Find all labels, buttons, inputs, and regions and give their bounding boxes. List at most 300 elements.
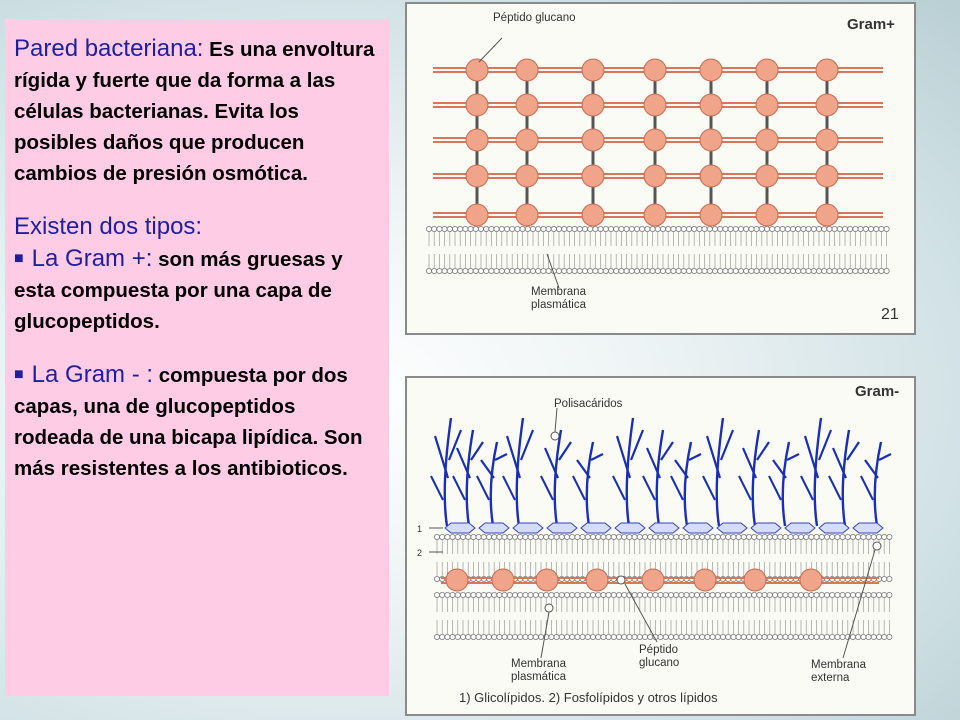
lipid-head (476, 634, 481, 639)
lipid-head (440, 634, 445, 639)
lipid-head (632, 534, 637, 539)
gram-negative-item (14, 359, 379, 484)
peptide-node (756, 59, 778, 81)
lipid-head (827, 268, 832, 273)
lipid-head (554, 534, 559, 539)
glycolipid (717, 523, 747, 533)
lipid-head (830, 534, 835, 539)
peptide-node (756, 204, 778, 226)
lipid-head (653, 592, 658, 597)
lipid-head (752, 592, 757, 597)
lipid-head (504, 268, 509, 273)
lipid-head (590, 634, 595, 639)
lipid-head (455, 592, 460, 597)
lipid-head (679, 592, 684, 597)
lipid-head (590, 534, 595, 539)
lipid-head (778, 592, 783, 597)
lipid-head (666, 226, 671, 231)
lipid-head (447, 226, 452, 231)
lipid-head (686, 268, 691, 273)
lipid-head (796, 268, 801, 273)
lipid-head (580, 592, 585, 597)
lipid-head (819, 534, 824, 539)
membrane-label: Membrana plasmática (531, 286, 586, 311)
lipid-head (702, 268, 707, 273)
lipid-head (551, 226, 556, 231)
lipid-head (744, 226, 749, 231)
lipid-head (596, 592, 601, 597)
lipid-head (879, 268, 884, 273)
lipid-head (874, 226, 879, 231)
lipid-head (575, 534, 580, 539)
lipid-head (432, 226, 437, 231)
peptide-node (466, 94, 488, 116)
lipid-head (489, 268, 494, 273)
lipid-head (770, 268, 775, 273)
lipid-head (481, 534, 486, 539)
branch-twig (801, 476, 813, 500)
wall-description (14, 33, 379, 189)
lipid-head (715, 534, 720, 539)
peptide-node (516, 59, 538, 81)
lipid-head (562, 268, 567, 273)
lipid-head (871, 534, 876, 539)
lipid-head (887, 592, 892, 597)
lipid-head (850, 634, 855, 639)
lipid-head (816, 268, 821, 273)
lipid-head (692, 226, 697, 231)
lipid-head (523, 634, 528, 639)
lipid-head (676, 226, 681, 231)
lipid-head (718, 226, 723, 231)
lipid-head (658, 592, 663, 597)
lipid-head (772, 534, 777, 539)
lipid-head (674, 592, 679, 597)
lipid-head (445, 634, 450, 639)
lipid-head (478, 268, 483, 273)
branch-twig (559, 442, 571, 460)
lipid-head (731, 634, 736, 639)
lipid-head (726, 592, 731, 597)
lipid-head (622, 592, 627, 597)
lipid-head (710, 634, 715, 639)
lipid-head (458, 268, 463, 273)
lipid-head (689, 534, 694, 539)
lipid-head (458, 226, 463, 231)
lipid-head (468, 226, 473, 231)
polysaccharide-branch (643, 430, 673, 526)
lipid-head (884, 268, 889, 273)
lipid-head (684, 534, 689, 539)
lipid-head (715, 592, 720, 597)
lipid-head (650, 226, 655, 231)
lipid-head (848, 268, 853, 273)
lipid-head (658, 634, 663, 639)
peptidoglycan-label: Péptido glucano (639, 644, 680, 669)
lipid-head (507, 534, 512, 539)
lipid-head (450, 592, 455, 597)
polysaccharide-branch (769, 442, 799, 526)
peptide-node (700, 204, 722, 226)
lipid-head (866, 534, 871, 539)
lipid-head (778, 534, 783, 539)
lipid-head (640, 226, 645, 231)
lipid-head (603, 226, 608, 231)
peptide-node (492, 569, 514, 591)
lipid-head (608, 268, 613, 273)
lipid-head (564, 592, 569, 597)
peptide-node (644, 165, 666, 187)
lipid-head (824, 534, 829, 539)
peptide-node (700, 165, 722, 187)
glycolipid (853, 523, 883, 533)
peptide-node (644, 94, 666, 116)
branch-stem (587, 442, 593, 526)
lipid-head (884, 226, 889, 231)
peptide-node (516, 204, 538, 226)
lipid-head (603, 268, 608, 273)
lipid-head (835, 634, 840, 639)
lipid-head (832, 226, 837, 231)
branch-twig (453, 476, 465, 500)
lipid-head (556, 268, 561, 273)
branch-twig (573, 476, 585, 500)
peptide-node (800, 569, 822, 591)
lipid-head (871, 592, 876, 597)
lipid-head (879, 226, 884, 231)
lipid-head (596, 634, 601, 639)
lipid-head (728, 226, 733, 231)
branch-twig (477, 476, 489, 500)
polysaccharide-branch (613, 418, 643, 526)
text-panel (5, 19, 389, 696)
lipid-head (726, 634, 731, 639)
lipid-head (650, 268, 655, 273)
lipid-head (528, 592, 533, 597)
lipid-head (882, 534, 887, 539)
lipid-head (572, 268, 577, 273)
lipid-head (538, 592, 543, 597)
lipid-head (749, 226, 754, 231)
polysaccharide-branch (573, 442, 603, 526)
lipid-head (785, 226, 790, 231)
lipid-head (720, 634, 725, 639)
lipid-head (715, 634, 720, 639)
lipid-head (736, 592, 741, 597)
lipid-head (796, 226, 801, 231)
lipid-head (868, 268, 873, 273)
peptide-node (466, 204, 488, 226)
lipid-head (554, 634, 559, 639)
lipid-head (632, 634, 637, 639)
lipid-head (502, 592, 507, 597)
lipid-head (775, 268, 780, 273)
lipid-head (874, 268, 879, 273)
lipid-head (536, 268, 541, 273)
lipid-head (541, 268, 546, 273)
lipid-head (842, 268, 847, 273)
marker-2: 2 (417, 548, 423, 558)
lipid-head (520, 268, 525, 273)
lipid-head (598, 268, 603, 273)
lipid-head (648, 592, 653, 597)
gram-positive-illustration (407, 4, 914, 333)
lipid-head (622, 634, 627, 639)
lipid-head (837, 268, 842, 273)
lipid-head (738, 268, 743, 273)
lipid-head (538, 534, 543, 539)
lipid-head (830, 592, 835, 597)
lipid-head (738, 226, 743, 231)
lipid-head (468, 268, 473, 273)
lipid-head (723, 268, 728, 273)
lipid-head (624, 268, 629, 273)
lipid-head (705, 634, 710, 639)
peptide-node (756, 165, 778, 187)
lipid-head (741, 534, 746, 539)
lipid-head (804, 634, 809, 639)
lipid-head (434, 634, 439, 639)
peptide-node (516, 165, 538, 187)
lipid-head (856, 534, 861, 539)
lipid-head (770, 226, 775, 231)
lipid-head (499, 268, 504, 273)
lipid-head (679, 534, 684, 539)
lipid-head (525, 268, 530, 273)
lipid-head (705, 592, 710, 597)
lipid-head (861, 634, 866, 639)
lipid-head (733, 226, 738, 231)
lipid-head (442, 268, 447, 273)
lipid-head (559, 534, 564, 539)
lipid-head (697, 226, 702, 231)
lipid-head (627, 534, 632, 539)
lipid-head (856, 592, 861, 597)
lipid-head (882, 634, 887, 639)
lipid-head (494, 226, 499, 231)
lipid-head (845, 534, 850, 539)
lipid-head (466, 592, 471, 597)
lipid-head (512, 634, 517, 639)
peptide-node (644, 204, 666, 226)
lipid-head (450, 534, 455, 539)
lipid-head (575, 634, 580, 639)
lipid-head (816, 226, 821, 231)
lipid-head (887, 634, 892, 639)
lipid-head (762, 634, 767, 639)
figure-number: 21 (881, 306, 899, 323)
branch-stem (491, 442, 497, 526)
lipid-head (762, 534, 767, 539)
lipid-head (556, 226, 561, 231)
lipid-head (814, 592, 819, 597)
lipid-head (629, 268, 634, 273)
lipid-head (637, 634, 642, 639)
branch-twig (591, 454, 603, 460)
lipid-head (876, 592, 881, 597)
types-heading: Existen dos tipos: (14, 213, 203, 240)
lipid-head (671, 226, 676, 231)
branch-twig (643, 476, 655, 500)
lipid-head (484, 226, 489, 231)
lipid-head (642, 634, 647, 639)
lipid-head (492, 592, 497, 597)
lipid-head (764, 226, 769, 231)
glycolipid (819, 523, 849, 533)
lipid-head (640, 268, 645, 273)
lipid-head (663, 534, 668, 539)
lipid-head (861, 534, 866, 539)
polysaccharide-branch (861, 442, 891, 526)
gram-positive-text: son más gruesas y esta compuesta por una capa de glucopeptidos. (14, 248, 343, 333)
lipid-head (811, 226, 816, 231)
polysaccharide-branch (503, 418, 533, 526)
lipid-head (856, 634, 861, 639)
lipid-head (629, 226, 634, 231)
branch-twig (721, 430, 733, 460)
lipid-head (466, 534, 471, 539)
lipid-head (798, 534, 803, 539)
lipid-head (840, 634, 845, 639)
lipid-head (538, 634, 543, 639)
lipid-head (842, 226, 847, 231)
lipid-head (700, 634, 705, 639)
lipid-head (707, 268, 712, 273)
lipid-head (570, 592, 575, 597)
lipid-head (530, 226, 535, 231)
peptide-node (694, 569, 716, 591)
peptide-node (582, 129, 604, 151)
lipid-head (426, 268, 431, 273)
branch-twig (613, 476, 625, 500)
peptide-node (516, 129, 538, 151)
lipid-head (567, 268, 572, 273)
gram-negative-label: La Gram - : (31, 361, 154, 388)
lipid-head (497, 634, 502, 639)
lipid-head (486, 592, 491, 597)
lipid-head (858, 268, 863, 273)
peptide-node (582, 204, 604, 226)
lipid-head (510, 226, 515, 231)
lipid-head (588, 268, 593, 273)
lipid-head (559, 592, 564, 597)
lipid-head (481, 634, 486, 639)
lipid-head (440, 592, 445, 597)
peptide-node (582, 165, 604, 187)
peptide-node (700, 94, 722, 116)
lipid-head (585, 634, 590, 639)
lipid-head (564, 634, 569, 639)
lipid-head (452, 226, 457, 231)
lipid-head (489, 226, 494, 231)
lipid-head (707, 226, 712, 231)
lipid-head (793, 592, 798, 597)
lipid-head (853, 268, 858, 273)
peptidoglycan-label: Péptido glucano (493, 12, 576, 24)
lipid-head (434, 576, 439, 581)
lipid-head (798, 634, 803, 639)
lipid-head (471, 592, 476, 597)
lipid-head (437, 268, 442, 273)
lipid-head (471, 634, 476, 639)
lipid-head (746, 534, 751, 539)
branch-twig (769, 476, 781, 500)
lipid-head (702, 226, 707, 231)
glycolipid (445, 523, 475, 533)
lipid-head (541, 226, 546, 231)
lipid-head (741, 634, 746, 639)
plasma-membrane (426, 226, 889, 273)
lipid-head (728, 268, 733, 273)
polysaccharide-branch (477, 442, 507, 526)
lipid-head (845, 592, 850, 597)
glycolipid (547, 523, 577, 533)
peptide-node (756, 94, 778, 116)
lipid-head (530, 268, 535, 273)
lipid-head (710, 592, 715, 597)
peptide-node (536, 569, 558, 591)
lipid-head (567, 226, 572, 231)
membrane-label: Membrana plasmática (511, 658, 566, 683)
gram-positive-title: Gram+ (847, 16, 895, 33)
branch-twig (661, 442, 673, 460)
lipid-head (645, 268, 650, 273)
lipid-head (528, 634, 533, 639)
lipid-head (544, 534, 549, 539)
branch-twig (879, 454, 891, 460)
lipid-head (733, 268, 738, 273)
lipid-head (624, 226, 629, 231)
lipid-head (790, 226, 795, 231)
lipid-head (705, 534, 710, 539)
lipid-head (736, 634, 741, 639)
lipid-head (634, 268, 639, 273)
lipid-head (686, 226, 691, 231)
lipid-head (619, 268, 624, 273)
lipid-head (492, 634, 497, 639)
figure-caption: 1) Glicolípidos. 2) Fosfolípidos y otros lípidos (459, 690, 718, 705)
peptide-node (700, 59, 722, 81)
lipid-head (736, 534, 741, 539)
lipid-head (668, 634, 673, 639)
gram-positive-item (14, 243, 379, 337)
lipid-head (518, 534, 523, 539)
lipid-head (764, 268, 769, 273)
lipid-head (731, 592, 736, 597)
lipid-head (866, 634, 871, 639)
lipid-head (853, 226, 858, 231)
lipid-head (655, 268, 660, 273)
polysaccharide-branch (431, 418, 461, 526)
lipid-head (455, 534, 460, 539)
peptide-node (744, 569, 766, 591)
lipid-head (882, 576, 887, 581)
lipid-head (499, 226, 504, 231)
lipid-head (512, 592, 517, 597)
lipid-head (694, 634, 699, 639)
glycolipid (581, 523, 611, 533)
glycolipid (785, 523, 815, 533)
lipid-head (580, 534, 585, 539)
lipid-head (528, 534, 533, 539)
lipid-head (887, 534, 892, 539)
lipid-head (637, 592, 642, 597)
lipid-head (497, 534, 502, 539)
lipid-head (588, 226, 593, 231)
branch-twig (703, 476, 715, 500)
lipid-head (432, 268, 437, 273)
lipid-head (783, 634, 788, 639)
